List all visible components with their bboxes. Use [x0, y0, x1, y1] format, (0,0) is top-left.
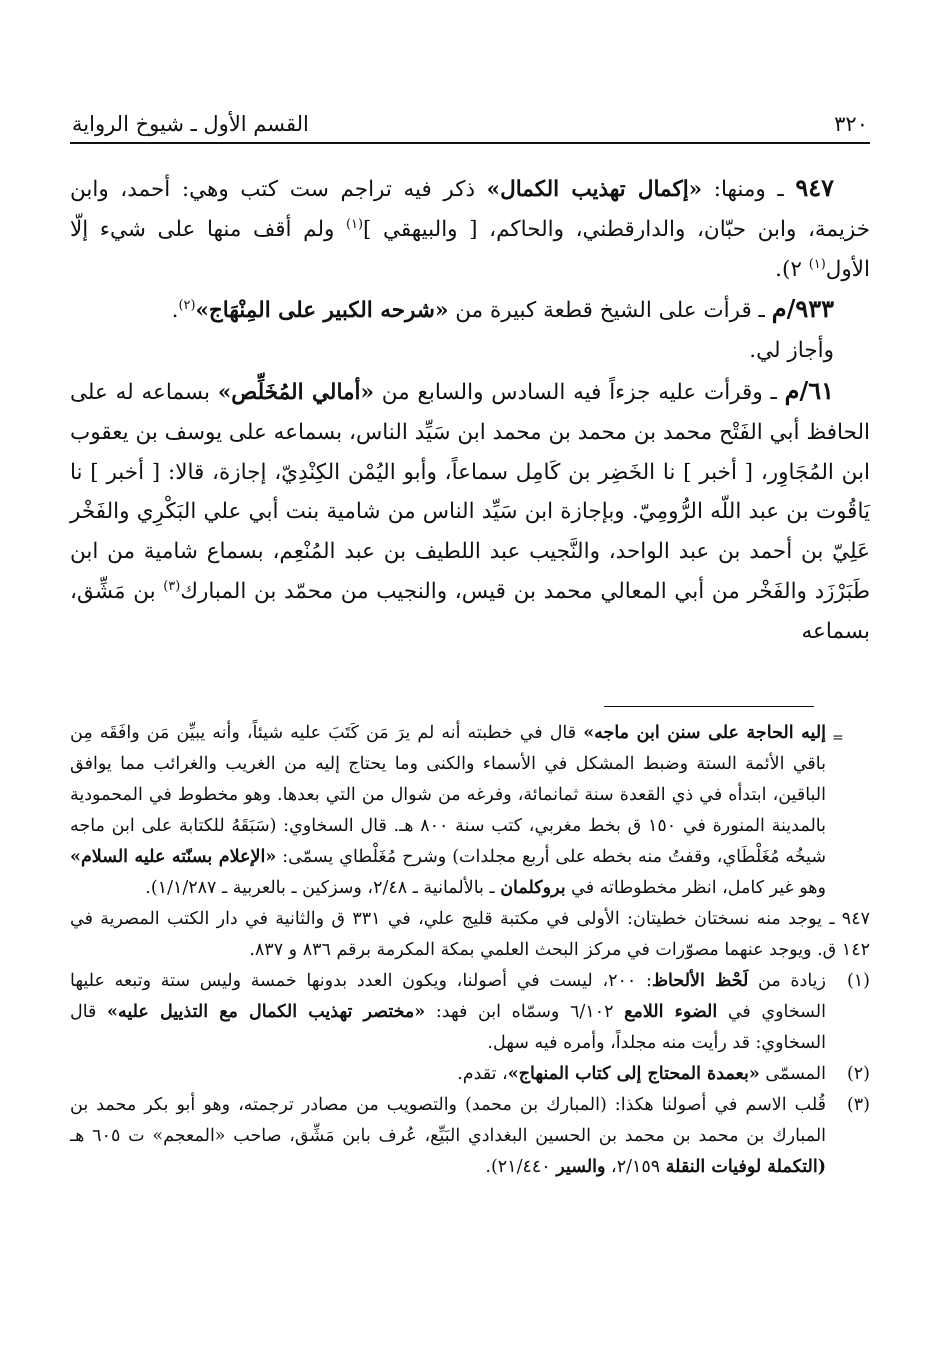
footnotes [70, 718, 870, 1183]
entry-number: ٩٣٣/م [771, 294, 834, 324]
page-header [72, 96, 868, 136]
footnote-marker: (٢) [846, 1064, 870, 1084]
book-title: «شرحه الكبير على المِنْهَاج» [195, 298, 449, 324]
running-title: القسم الأول ـ شيوخ الرواية [72, 112, 309, 136]
header-rule [70, 142, 870, 144]
entry-933m-licence: وأجاز لي. [749, 338, 834, 364]
entry-933m: ٩٣٣/م ـ قرأت على الشيخ قطعة كبيرة من «شرحه الكبير على المِنْهَاج»$^{(٢)}$. [171, 294, 834, 324]
footnote-1: (١) زيادة من لَحْظ الألحاظ: ٢٠٠، ليست في أصولنا، ويكون العدد بدونها خمسة وليس ستة وتبعه عليها السخاوي في الضوء اللامع ٦/١٠٢ وسمّاه ابن فهد: «مختصر تهذيب الكمال مع التذييل عليه» قال السخاوي: قد رأيت منه مجلداً، وأمره فيه سهل. [70, 966, 870, 1059]
footnote-continuation: إليه الحاجة على سنن ابن ماجه» قال في خطبته أنه لم يرَ مَن كَتَبَ عليه شيئاً، وأنه يبيِّن مَن وافَقَه مِن باقي الأئمة الستة وضبط المشكل في الأسماء والكنى وما يحتاج إليه من الغريب والغرائب مما يوافق الباقين، ابتدأه في ذي القعدة سنة ثمانمائة، وفرغه من شوال من التي بعدها. وهو مخطوط في المحمودية بالمدينة المنورة في ١٥٠ ق بخط مغربي، كتب سنة ٨٠٠ هـ. قال السخاوي: (سَبَقَهُ للكتابة على ابن ماجه شيخُه مُغَلْطَاي، وقفتُ منه بخطه على أربع مجلدات) وشرح مُغَلْطاي يسمّى: «الإعلام بسنّته عليه السلام» وهو غير كامل، انظر مخطوطاته في بروكلمان ـ بالألمانية ـ ٢/٤٨، وسزكين ـ بالعربية ـ ١/١/٢٨٧). [70, 723, 827, 898]
footnote-marker: ٩٤٧ ـ [829, 909, 870, 929]
footnote-2: (٢) المسمّى «بعمدة المحتاج إلى كتاب المنهاج»، تقدم. [70, 1059, 870, 1090]
footnote-947: ٩٤٧ ـ يوجد منه نسختان خطيتان: الأولى في مكتبة قليج علي، في ٣٣١ ق والثانية في دار الكتب المصرية في ١٤٢ ق. ويوجد عنهما مصوّرات في مركز البحث العلمي بمكة المكرمة برقم ٨٣٦ و ٨٣٧. [70, 909, 870, 960]
main-text [70, 168, 870, 652]
entry-61m: ٦١/م ـ وقرأت عليه جزءاً فيه السادس والسابع من «أمالي المُخَلِّص» بسماعه له على الحافظ أبي الفَتْح محمد بن محمد بن محمد ابن سَيِّد الناس، بسماعه على يوسف بن يعقوب ابن المُجَاوِر، [ أخبر ] نا الخَضِر بن كَامِل سماعاً، وأبو اليُمْن الكِنْدِيّ، إجازة، قالا: [ أخبر ] نا يَاقُوت بن عبد اللّه الرُّومِيّ. وبإجازة ابن سَيِّد الناس من شامية بنت أبي علي البَكْرِي والفَخْر عَلِيّ بن أحمد بن عبد الواحد، والنَّجيب عبد اللطيف بن عبد المُنْعِم، بسماع شامية من ابن طَبَرْزَد والفَخْر من أبي المعالي محمد بن قيس، والنجيب من محمّد بن المبارك$^{(٣)}$ بن مَشِّق، بسماعه [70, 375, 870, 644]
book-title: «إكمال تهذيب الكمال» [486, 177, 703, 202]
entry-947: ٩٤٧ ـ ومنها: «إكمال تهذيب الكمال» ذكر فيه تراجم ست كتب وهي: أحمد، وابن خزيمة، وابن حبّان، والدارقطني، والحاكم، [ والبيهقي ]$^{(١)}$ ولم أقف منها على شيء إلّا الأول$^{(١)}$ ٢). [70, 173, 870, 282]
entry-number: ٩٤٧ [795, 173, 834, 202]
footnote-3: (٣) قُلب الاسم في أصولنا هكذا: (المبارك بن محمد) والتصويب من مصادر ترجمته، وهو أبو بكر محمد بن المبارك بن محمد بن محمد بن الحسين البغدادي البَيِّع، عُرف بابن مَشِّق، صاحب «المعجم» ت ٦٠٥ هـ (التكملة لوفيات النقلة ٢/١٥٩، والسير ٢١/٤٤٠). [70, 1090, 870, 1183]
footnote-ref: (١) [345, 216, 363, 232]
footnote-marker: (٣) [846, 1095, 870, 1115]
footnote-separator [604, 706, 814, 707]
footnote-ref: (١) [808, 256, 826, 272]
book-title: «أمالي المُخَلِّص» [217, 379, 374, 405]
footnote-ref: (٣) [163, 578, 181, 594]
continuation-mark: = [832, 730, 844, 746]
page-number: ٣٢٠ [834, 112, 868, 136]
footnote-ref: (٢) [178, 298, 196, 314]
footnote-marker: (١) [846, 971, 870, 991]
entry-number: ٦١/م [784, 375, 834, 405]
